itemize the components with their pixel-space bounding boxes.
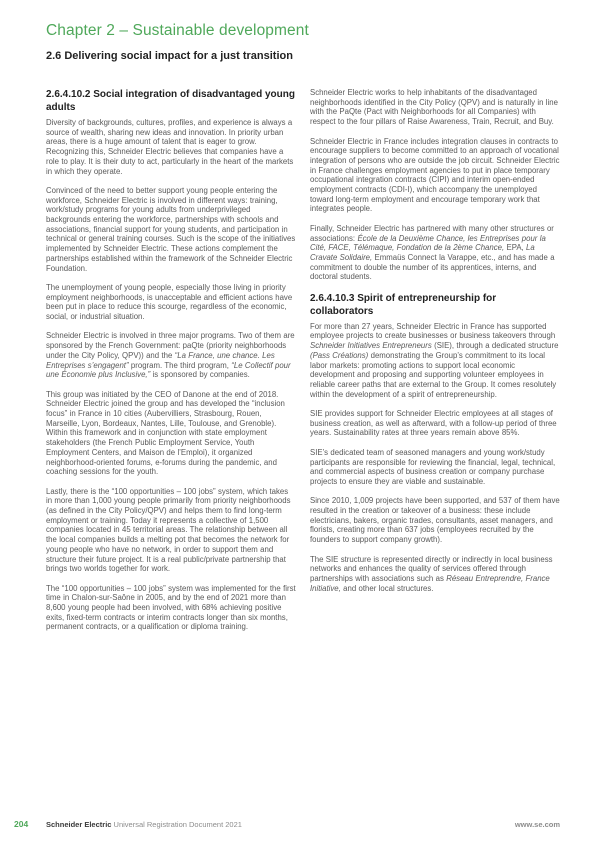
paragraph: For more than 27 years, Schneider Electric in France has supported employee projects to create businesses or business takeovers through Schneider Initiatives Entrepreneurs (SIE), through a dedicated structure (Pass Créations) demonstrating the Group’s commitment to its local labor markets: promoting actions to support local economic development and proposing and supporting volunteer employees in reliable career paths that are external to the Group. It comes resolutely within the development of a spirit of entrepreneurship.	[310, 321, 559, 399]
section-heading-2-6-4-10-3: 2.6.4.10.3 Spirit of entrepreneurship for collaborators	[310, 292, 497, 317]
footer-document-title: Universal Registration Document 2021	[113, 820, 242, 829]
right-column-top-paragraphs	[310, 88, 560, 282]
left-column-paragraphs	[46, 118, 296, 632]
chapter-title: Chapter 2 – Sustainable development	[46, 22, 309, 39]
paragraph: Finally, Schneider Electric has partnered with many other structures or associations: École de la Deuxième Chance, les Entreprises pour la Cité, FACE, Télémaque, Fondation de la 2ème Chance, EPA, La Cravate Solidaire, Emmaüs Connect la Varappe, etc., and has made a commitment to double the number of its apprentices, interns, and doctoral students.	[310, 223, 555, 282]
paragraph: SIE’s dedicated team of seasoned managers and young work/study participants are responsible for reviewing the financial, legal, technical, and commercial aspects of business creation or company purchase projects to ensure they are viable and sustainable.	[310, 447, 556, 486]
paragraph: Schneider Electric in France includes integration clauses in contracts to encourage suppliers to become committed to an approach of vocational integration of persons who are outside the job circuit. Schneider Electric in France challenges employment agencies to put in place temporary occupational integration contracts (CIPI) and interim open-ended employment contracts (CDI-I), which accompany the unemployed toward long-term employment and encourage temporary work that integrates people.	[310, 136, 560, 214]
paragraph: Schneider Electric is involved in three major programs. Two of them are sponsored by the French Government: paQte (priority neighborhoods under the City Policy, QPV)) and the “La France, une chance. Les Entreprises s’engagent” program. The third program, “Le Collectif pour une Économie plus Inclusive,” is sponsored by companies.	[46, 331, 295, 380]
right-column-bottom-paragraphs	[310, 322, 560, 594]
footer-company-name: Schneider Electric	[46, 820, 112, 829]
paragraph: The SIE structure is represented directly or indirectly in local business networks and enhances the quality of services offered through partnerships with associations such as Réseau Entreprendre, France Initiative, and other local structures.	[310, 554, 553, 593]
page-content	[46, 22, 560, 642]
left-column	[46, 88, 296, 642]
right-column	[310, 88, 560, 642]
paragraph: The unemployment of young people, especially those living in priority employment neighborhoods, is unacceptable and efficient actions have been put in place to reduce this scourge, regardless of the economic, social, or industrial situation.	[46, 282, 293, 322]
paragraph: Schneider Electric works to help inhabitants of the disadvantaged neighborhoods identified in the City Policy (QPV) and is naturally in line with the PaQte (Pact with Neighborhoods for all Companies) with respect to the four pillars of Raise Awareness, Train, Recruit, and Buy.	[310, 88, 558, 127]
two-column-body	[46, 88, 560, 642]
page-footer	[0, 820, 600, 832]
paragraph: Convinced of the need to better support young people entering the workforce, Schneider Electric is involved in different ways: training, work/study programs for young adults from underprivileged backgrounds entering the workforce, partnerships with schools and associations, financial support for young students, and participation in technical or general training courses. Such is the scope of the initiatives implemented by Schneider Electric. These actions complement the partnerships established within the framework of the Schneider Electric Foundation.	[46, 185, 296, 273]
footer-document-info	[46, 820, 242, 829]
section-heading-2-6-4-10-2: 2.6.4.10.2 Social integration of disadvantaged young adults	[46, 89, 295, 113]
paragraph: This group was initiated by the CEO of Danone at the end of 2018. Schneider Electric joined the group and has developed the “inclusion focus” in France in 10 cities (Aubervilliers, Strasbourg, Rouen, Marseille, Lyon, Bordeaux, Nantes, Lille, Toulouse, and Grenoble). Within this framework and in conjunction with state employment stakeholders (the French Public Employment Service, Youth Employment Centers, and Maison de l’Emploi), it organized neighborhood-oriented forums, e-forums during the pandemic, and coaching sessions for the youth.	[46, 389, 285, 477]
paragraph: Since 2010, 1,009 projects have been supported, and 537 of them have resulted in the creation or takeover of a business: these include electricians, bakers, organic trades, consultants, asset managers, and florists, creating more than 637 jobs (employees recruited by the founders to support company growth).	[310, 496, 560, 545]
page-number: 204	[14, 819, 29, 829]
paragraph: Lastly, there is the “100 opportunities – 100 jobs” system, which takes in more than 1,000 young people primarily from priority neighborhoods (as defined in the City Policy/QPV) and helps them to find long-term employment or training. Today it represents a collective of 1,500 companies located in 45 territorial areas. The relationship between all the local companies builds a melting pot that becomes the network for young people who have no network, in order to support them and structure their future project. It is a real public/private partnership that brings two worlds together for work.	[46, 486, 291, 574]
footer-website: www.se.com	[514, 820, 560, 829]
paragraph: SIE provides support for Schneider Electric employees at all stages of business creation, as well as afterward, with a follow-up period of three years. Sustainability rates at three years remain above 85%.	[310, 409, 557, 438]
section-title: 2.6 Delivering social impact for a just transition	[46, 50, 293, 62]
paragraph: The “100 opportunities – 100 jobs” system was implemented for the first time in Chalon-sur-Saône in 2005, and by the end of 2021 more than 8,600 young people had been involved, with 68% achieving positive exits, fixed-term contracts or interim contracts longer than six months, permanent contracts, or a qualification or diploma training.	[46, 583, 296, 632]
paragraph: Diversity of backgrounds, cultures, profiles, and experience is always a source of wealth, sharing new ideas and innovation. In priority urban areas, there is a huge amount of talent that is eager to grow. Recognizing this, Schneider Electric believes that companies have a role to play. It is their duty to act, particularly in the heart of the markets in which they operate.	[46, 118, 294, 176]
